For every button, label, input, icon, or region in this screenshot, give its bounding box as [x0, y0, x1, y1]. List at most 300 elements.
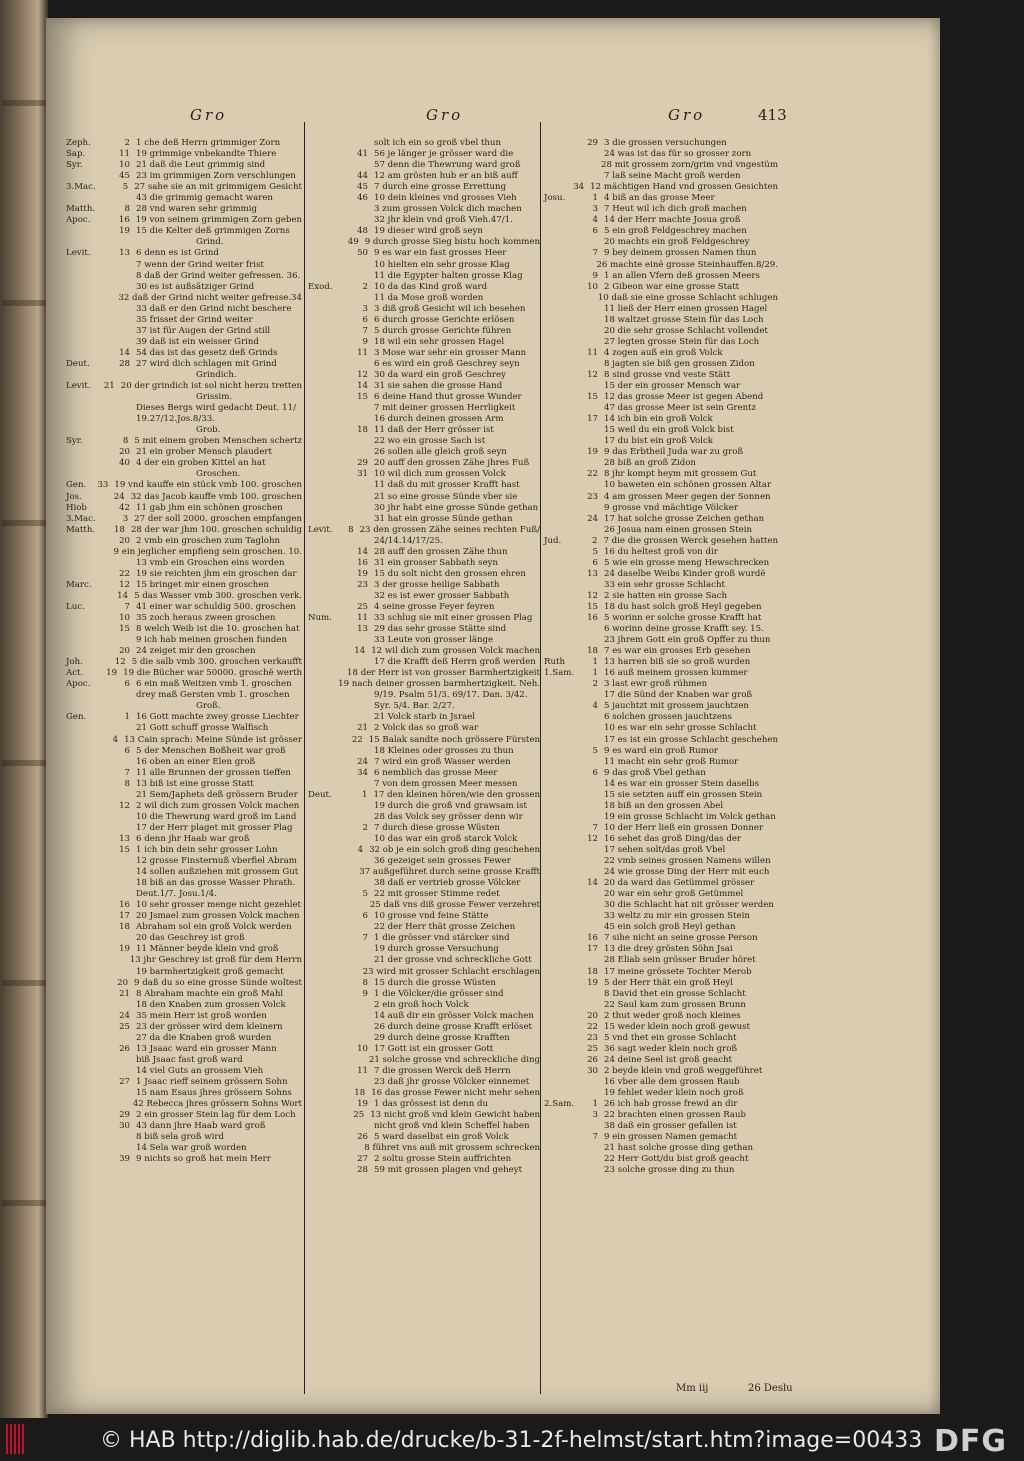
entry-text: 3 die grossen versuchungen [604, 138, 727, 148]
entry-text: 24 daselbe Weibs Kinder groß wurdë [604, 568, 766, 579]
chapter-number [578, 326, 604, 337]
index-entry [308, 204, 540, 215]
book-abbrev [308, 712, 348, 723]
chapter-number [578, 480, 604, 491]
book-abbrev [66, 237, 110, 248]
chapter-number: 21 [357, 723, 368, 734]
chapter-number: 44 [357, 171, 368, 182]
book-abbrev [544, 679, 578, 690]
book-abbrev [308, 955, 348, 966]
chapter-number: 15 [119, 624, 130, 635]
book-abbrev: Deut. [66, 358, 90, 369]
entry-text: 43 dann jhre Haab ward groß [136, 1121, 266, 1132]
entry-text: 24 deine Seel ist groß geacht [604, 1054, 733, 1065]
book-abbrev [308, 149, 348, 160]
column-divider [540, 122, 541, 1394]
entry-text: 19 vnd kauffe ein stück vmb 100. groschen [114, 480, 302, 491]
entry-text: 38 daß er vertrieb grosse Völcker [374, 878, 521, 889]
book-abbrev [544, 326, 578, 337]
entry-text: biß Jsaac fast groß ward [136, 1054, 243, 1065]
entry-text: 14 viel Guts an grossem Vieh [136, 1065, 264, 1076]
chapter-number: 21 [103, 381, 115, 392]
entry-text: 19 dieser wird groß seyn [374, 226, 483, 237]
book-abbrev [544, 370, 578, 381]
book-abbrev [544, 1165, 578, 1176]
book-abbrev [308, 878, 348, 889]
entry-text: 10 es war ein sehr grosse Schlacht [604, 723, 757, 734]
index-entry [544, 514, 778, 525]
index-entry [66, 624, 302, 635]
book-abbrev [544, 701, 578, 712]
index-entry [308, 547, 540, 558]
entry-text: 11 macht ein sehr groß Rumor [604, 756, 739, 767]
index-entry [544, 701, 778, 712]
book-abbrev [66, 1154, 110, 1165]
book-abbrev [66, 900, 110, 911]
index-entry [308, 967, 540, 978]
entry-text: 6 solchen grossen jauchtzens [604, 712, 732, 723]
chapter-number: 20 [117, 977, 129, 988]
index-entry [544, 922, 778, 933]
index-entry [544, 392, 778, 403]
book-abbrev [544, 569, 578, 580]
book-abbrev [544, 779, 578, 790]
entry-text: 2 sie hatten ein grosse Sach [604, 590, 727, 601]
book-abbrev [308, 337, 348, 348]
index-entry [66, 458, 302, 469]
chapter-number: 2 [362, 822, 368, 833]
index-entry [308, 514, 540, 525]
chapter-number [348, 271, 374, 282]
index-entry [308, 889, 540, 900]
index-entry [544, 458, 778, 469]
chapter-number: 28 [119, 358, 130, 369]
entry-text: 27 wird dich schlagen mit Grind [136, 358, 277, 369]
index-entry [308, 1110, 540, 1121]
chapter-number: 1 [124, 712, 130, 723]
entry-text: 9 nichts so groß hat mein Herr [136, 1154, 271, 1165]
index-entry [308, 845, 540, 856]
book-abbrev [308, 492, 348, 503]
index-heading [66, 701, 302, 712]
entry-text: 24/14.14/17/25. [374, 535, 443, 546]
index-entry [544, 436, 778, 447]
entry-text: 17 sehen solt/das groß Vbel [604, 845, 726, 855]
entry-text: 10 die Thewrung ward groß im Land [136, 811, 297, 822]
book-abbrev: Levit. [66, 248, 91, 259]
book-abbrev [544, 282, 578, 293]
book-abbrev [544, 469, 578, 480]
entry-text: 7 wird ein groß Wasser werden [374, 756, 511, 767]
book-abbrev [66, 812, 110, 823]
book-abbrev [66, 735, 102, 746]
entry-text: Groschen. [196, 469, 241, 480]
book-abbrev [66, 723, 110, 734]
index-entry [308, 480, 540, 491]
book-abbrev [544, 746, 578, 757]
index-entry [544, 215, 778, 226]
index-entry [308, 337, 540, 348]
index-entry [544, 226, 778, 237]
book-abbrev: Gen. [66, 712, 87, 723]
book-abbrev [66, 1121, 110, 1132]
index-column-1 [66, 138, 302, 1165]
book-abbrev: Num. [308, 613, 332, 624]
book-abbrev [66, 922, 110, 933]
entry-text: 27 da die Knaben groß wurden [136, 1032, 272, 1043]
chapter-number [578, 359, 604, 370]
chapter-number: 1 [592, 1099, 598, 1110]
chapter-number [578, 304, 604, 315]
entry-text: 12 wil dich zum grossen Volck machen [371, 646, 540, 657]
chapter-number: 46 [357, 193, 368, 204]
chapter-number [110, 315, 136, 326]
entry-text: solt ich ein so groß vbel thun [374, 138, 501, 148]
index-entry [544, 668, 778, 679]
book-abbrev [66, 779, 110, 790]
book-abbrev [66, 911, 110, 922]
index-entry [66, 823, 302, 834]
copyright-link[interactable]: © HAB http://diglib.hab.de/drucke/b-31-2f-helmst/start.htm?image=00433 [100, 1428, 923, 1453]
book-abbrev [308, 900, 345, 911]
chapter-number: 49 [347, 237, 359, 248]
entry-text: 7 die grossen Werck deß Herrn [374, 1065, 511, 1076]
chapter-number: 13 [119, 248, 130, 259]
chapter-number: 11 [119, 149, 130, 160]
index-entry [66, 447, 302, 458]
entry-text: 2 ein grosser Stein lag für dem Loch [136, 1110, 296, 1121]
index-entry [544, 182, 778, 193]
index-entry [66, 226, 302, 237]
index-entry [66, 1154, 302, 1165]
chapter-number: 24 [119, 1010, 130, 1021]
book-abbrev: Ruth [544, 657, 565, 668]
index-entry [544, 282, 778, 293]
entry-text: 2 wil dich zum grossen Volck machen [136, 800, 300, 811]
entry-text: 18 waltzet grosse Stein für das Loch [604, 314, 764, 325]
chapter-number [110, 823, 136, 834]
chapter-number [348, 1022, 374, 1033]
index-entry [308, 1132, 540, 1143]
chapter-number [578, 171, 604, 182]
book-abbrev [544, 480, 578, 491]
book-abbrev [544, 845, 578, 856]
book-abbrev [544, 160, 576, 171]
chapter-number [110, 260, 136, 271]
entry-text: 20 der grindich ist sol nicht herzu tretten [120, 381, 302, 392]
entry-text: Abraham sol ein groß Volck werden [136, 922, 292, 933]
index-entry [308, 624, 540, 635]
chapter-number: 19 [119, 226, 130, 237]
chapter-number: 3 [592, 204, 598, 215]
chapter-number: 23 [587, 491, 598, 502]
book-abbrev [66, 823, 110, 834]
entry-text: 23 wird mit grosser Schlacht erschlagen [362, 966, 540, 977]
entry-text: 6 ein maß Weitzen vmb 1. groschen [136, 679, 292, 690]
chapter-number [578, 635, 604, 646]
book-abbrev [66, 260, 110, 271]
chapter-number: 14 [357, 381, 368, 392]
index-entry [544, 1011, 778, 1022]
index-entry [544, 359, 778, 370]
chapter-number [110, 867, 136, 878]
entry-text: 28 vnd waren sehr grimmig [136, 204, 258, 215]
index-entry [308, 447, 540, 458]
chapter-number [348, 204, 374, 215]
chapter-number: 16 [119, 900, 130, 911]
entry-text: 10 dein kleines vnd grosses Vieh [374, 193, 517, 204]
chapter-number: 5 [362, 889, 368, 900]
chapter-number [348, 359, 374, 370]
chapter-number [578, 867, 604, 878]
chapter-number: 18 [354, 1088, 366, 1099]
index-entry [544, 525, 778, 536]
chapter-number: 14 [354, 646, 366, 657]
entry-text: 24 wie grosse Ding der Herr mit euch [604, 867, 770, 878]
chapter-number: 30 [119, 1121, 130, 1132]
index-entry [308, 293, 540, 304]
entry-text: 33 ein sehr grosse Schlacht [604, 579, 725, 590]
chapter-number [110, 757, 136, 768]
index-entry [308, 1011, 540, 1022]
entry-text: 8 welch Weib ist die 10. groschen hat [136, 624, 300, 635]
entry-text: 15 weil du ein groß Volck bist [604, 425, 734, 436]
entry-text: 37 außgeführet durch seine grosse Krafft [359, 867, 540, 878]
book-abbrev [544, 978, 578, 989]
book-abbrev [66, 282, 110, 293]
entry-text: 4 biß an das grosse Meer [604, 193, 715, 204]
book-abbrev: Matth. [66, 204, 96, 215]
index-entry [308, 900, 540, 911]
entry-text: 8 jhr kompt heym mit grossem Gut [604, 469, 757, 480]
index-entry [544, 779, 778, 790]
entry-text: 1 che deß Herrn grimmiger Zorn [136, 138, 281, 148]
book-abbrev [308, 801, 348, 812]
chapter-number: 14 [117, 590, 129, 601]
entry-text: 3 diß groß Gesicht wil ich besehen [374, 303, 526, 314]
index-entry [308, 182, 540, 193]
index-entry [544, 944, 778, 955]
book-abbrev [66, 569, 110, 580]
book-abbrev [308, 1066, 348, 1077]
signature-mark: Mm iij [676, 1383, 709, 1394]
chapter-number: 17 [587, 944, 598, 955]
book-abbrev [308, 160, 348, 171]
chapter-number: 5 [592, 745, 598, 756]
chapter-number: 16 [357, 557, 368, 568]
book-abbrev [308, 425, 348, 436]
chapter-number [330, 668, 347, 679]
index-entry [308, 469, 540, 480]
chapter-number [348, 657, 374, 668]
book-abbrev [308, 922, 348, 933]
chapter-number [578, 955, 604, 966]
index-entry [544, 348, 778, 359]
index-entry [308, 1165, 540, 1176]
index-entry [544, 1033, 778, 1044]
chapter-number [578, 690, 604, 701]
index-entry [544, 624, 778, 635]
entry-text: 41 einer war schuldig 500. groschen [136, 601, 296, 612]
chapter-number: 27 [119, 1076, 130, 1087]
entry-text: 7 es war ein grosses Erb gesehen [604, 646, 751, 657]
book-abbrev [308, 514, 348, 525]
index-entry [308, 768, 540, 779]
entry-text: 10 das war ein groß starck Volck [374, 833, 518, 844]
catchword: 26 Deslu [748, 1383, 793, 1394]
chapter-number [348, 591, 374, 602]
chapter-number: 7 [124, 767, 130, 778]
book-abbrev [308, 248, 348, 259]
index-entry [544, 304, 778, 315]
chapter-number [578, 779, 604, 790]
index-entry [66, 160, 302, 171]
chapter-number: 29 [119, 1110, 130, 1121]
chapter-number [578, 845, 604, 856]
chapter-number: 4 [112, 734, 119, 745]
chapter-number: 19 [106, 668, 118, 679]
book-abbrev: Levit. [66, 381, 91, 392]
index-entry [308, 635, 540, 646]
entry-text: 20 das Geschrey ist groß [136, 933, 245, 944]
book-abbrev [544, 315, 578, 326]
index-entry [308, 712, 540, 723]
chapter-number: 9 [362, 988, 368, 999]
index-entry [308, 370, 540, 381]
book-abbrev [66, 326, 110, 337]
index-entry [66, 569, 302, 580]
book-abbrev [544, 790, 578, 801]
index-entry [308, 690, 540, 701]
book-abbrev [308, 1099, 348, 1110]
entry-text: 1 Jsaac rieff seinem grössern Sohn [136, 1076, 288, 1087]
entry-text: 1 die grösser vnd stärcker sind [374, 933, 510, 944]
book-abbrev [308, 978, 348, 989]
chapter-number [348, 834, 374, 845]
index-entry [66, 580, 302, 591]
book-abbrev [66, 1000, 110, 1011]
chapter-number [578, 580, 604, 591]
chapter-number: 1 [592, 193, 598, 204]
book-abbrev [544, 271, 578, 282]
chapter-number [110, 403, 136, 414]
book-abbrev [544, 503, 578, 514]
chapter-number: 6 [124, 679, 130, 690]
chapter-number [110, 878, 136, 889]
chapter-number: 34 [357, 767, 368, 778]
index-entry [66, 1132, 302, 1143]
book-abbrev [544, 944, 578, 955]
book-abbrev [308, 215, 348, 226]
index-entry [544, 1132, 778, 1143]
chapter-number: 18 [357, 425, 368, 436]
entry-text: 22 Herr Gott/du bist groß geacht [604, 1154, 749, 1165]
book-abbrev: Jos. [66, 491, 82, 502]
index-entry [66, 182, 302, 193]
entry-text: 6 deine Hand thut grosse Wunder [374, 392, 522, 403]
index-entry [544, 370, 778, 381]
book-abbrev [66, 1044, 110, 1055]
entry-text: 17 der Herr plaget mit grosser Plag [136, 822, 293, 833]
book-abbrev [66, 469, 110, 480]
index-entry [66, 757, 302, 768]
chapter-number [578, 458, 604, 469]
index-entry [308, 458, 540, 469]
index-entry [308, 558, 540, 569]
book-abbrev [544, 337, 578, 348]
entry-text: 12 grosse Finsternuß vberfiel Abram [136, 856, 297, 867]
entry-text: 30 da ward ein groß Geschrey [374, 369, 506, 380]
chapter-number: 26 [357, 1132, 368, 1143]
index-entry [66, 503, 302, 514]
chapter-number [574, 293, 598, 304]
entry-text: 39 daß ist ein weisser Grind [136, 336, 259, 347]
index-entry [308, 911, 540, 922]
chapter-number [348, 779, 374, 790]
entry-text: 11 daß der Herr grösser ist [374, 425, 494, 436]
book-abbrev [66, 646, 110, 657]
entry-text: Groß. [196, 701, 221, 712]
entry-text: 14 der Herr machte Josua groß [604, 215, 741, 226]
entry-text: 6 denn jhr Haab war groß [136, 833, 250, 844]
entry-text: 23 daß jhr grosse Völcker einnemet [374, 1076, 530, 1087]
book-abbrev [308, 1044, 348, 1055]
chapter-number: 25 [353, 1110, 365, 1121]
entry-text: 8 biß sela groß wird [136, 1132, 224, 1143]
book-abbrev [544, 1143, 578, 1154]
chapter-number: 15 [587, 601, 598, 612]
entry-text: 32 das Jacob kauffe vmb 100. groschen [130, 491, 302, 502]
index-entry [544, 635, 778, 646]
entry-text: 16 sehet das groß Ding/das der [604, 833, 742, 844]
index-entry [544, 1055, 778, 1066]
book-abbrev [544, 591, 578, 602]
entry-text: 13 biß ist eine grosse Statt [136, 778, 254, 789]
book-abbrev [308, 447, 348, 458]
entry-text: 13 harren biß sie so groß wurden [604, 657, 751, 668]
index-entry [66, 171, 302, 182]
index-entry [544, 193, 778, 204]
entry-text: 19 ein grosse Schlacht im Volck gethan [604, 811, 776, 822]
entry-text: 2 ein groß hoch Volck [374, 999, 469, 1010]
chapter-number: 29 [587, 138, 598, 148]
entry-text: 31 ein grosser Sabbath seyn [374, 557, 499, 568]
entry-text: 1 die Völcker/die grösser sind [374, 988, 504, 999]
entry-text: 10 sehr grosser menge nicht gezehlet [136, 900, 301, 911]
book-abbrev [308, 182, 348, 193]
book-abbrev [308, 271, 348, 282]
index-entry [308, 304, 540, 315]
chapter-number [110, 392, 136, 403]
index-entry [308, 668, 540, 679]
book-abbrev [544, 525, 578, 536]
entry-text: 16 vber alle dem grossen Raub [604, 1076, 740, 1087]
book-abbrev [544, 635, 578, 646]
chapter-number [348, 492, 374, 503]
chapter-number [345, 900, 370, 911]
book-abbrev [308, 503, 348, 514]
chapter-number [348, 260, 374, 271]
chapter-number: 20 [119, 447, 130, 458]
chapter-number: 20 [119, 646, 130, 657]
index-entry [308, 381, 540, 392]
index-entry [544, 492, 778, 503]
book-abbrev: 2.Sam. [544, 1099, 575, 1110]
entry-text: 30 die Schlacht hat nit grösser werden [604, 900, 774, 911]
entry-text: 19 durch die groß vnd grawsam ist [374, 800, 527, 811]
entry-text: 17 meine grössete Tochter Merob [604, 966, 752, 977]
index-entry [308, 1077, 540, 1088]
